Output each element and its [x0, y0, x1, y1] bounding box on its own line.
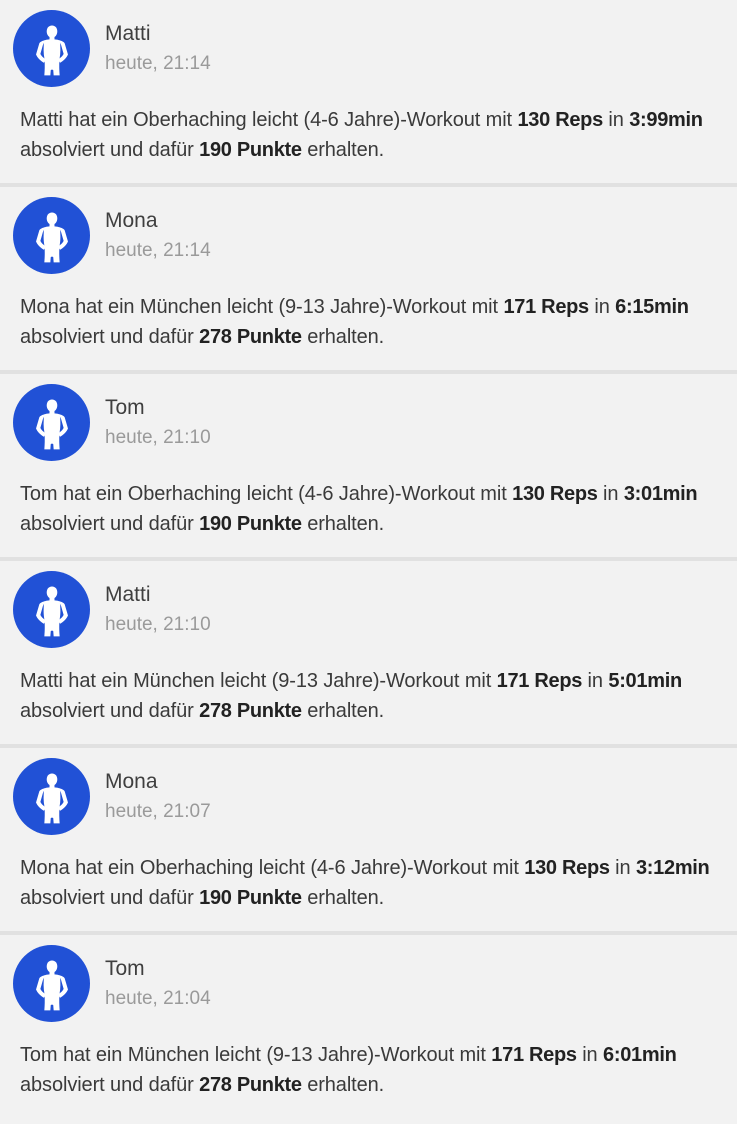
message-segment: in [588, 296, 616, 318]
message-reps: 130 Reps [524, 857, 610, 879]
timestamp: heute, 21:07 [105, 801, 211, 822]
message-segment: Mona hat ein Oberhaching leicht (4-6 Jahre)-Workout mit [20, 857, 525, 879]
user-name: Mona [105, 209, 158, 232]
activity-message [20, 853, 716, 913]
message-segment: erhalten. [301, 887, 385, 909]
message-segment: Matti hat ein München leicht (9-13 Jahre)-Workout mit [20, 670, 497, 692]
message-segment: erhalten. [301, 326, 385, 348]
message-segment: Mona hat ein München leicht (9-13 Jahre)-Workout mit [20, 296, 504, 318]
message-segment: in [576, 1044, 604, 1066]
feed-item-header [13, 758, 716, 835]
message-reps: 130 Reps [512, 483, 598, 505]
message-segment: absolviert und dafür [20, 513, 200, 535]
message-points: 278 Punkte [199, 1074, 302, 1096]
message-reps: 171 Reps [496, 670, 583, 692]
person-icon [31, 959, 73, 1015]
message-segment: Tom hat ein München leicht (9-13 Jahre)-Workout mit [20, 1044, 492, 1066]
feed-item[interactable] [0, 748, 737, 935]
feed-item-header [13, 197, 716, 274]
message-points: 190 Punkte [199, 887, 302, 909]
message-segment: absolviert und dafür [20, 887, 200, 909]
message-segment: in [602, 109, 630, 131]
message-time: 6:01min [603, 1044, 677, 1066]
message-time: 6:15min [615, 296, 689, 318]
message-segment: erhalten. [301, 1074, 385, 1096]
feed-item-meta [105, 396, 211, 449]
message-segment: erhalten. [301, 513, 385, 535]
message-segment: erhalten. [301, 139, 385, 161]
feed-item-header [13, 10, 716, 87]
user-name: Tom [105, 957, 145, 980]
feed-item-meta [105, 209, 211, 262]
person-icon [31, 585, 73, 641]
avatar[interactable] [13, 758, 90, 835]
message-time: 3:12min [635, 857, 710, 879]
feed-item[interactable] [0, 187, 737, 374]
activity-message [20, 666, 716, 726]
message-segment: Tom hat ein Oberhaching leicht (4-6 Jahre)-Workout mit [20, 483, 513, 505]
timestamp: heute, 21:14 [105, 240, 211, 261]
message-segment: absolviert und dafür [20, 139, 200, 161]
feed-item-meta [105, 583, 211, 636]
feed-item[interactable] [0, 0, 737, 187]
message-segment: erhalten. [301, 700, 385, 722]
message-segment: absolviert und dafür [20, 326, 200, 348]
person-icon [31, 211, 73, 267]
avatar[interactable] [13, 384, 90, 461]
avatar[interactable] [13, 945, 90, 1022]
user-name: Mona [105, 770, 158, 793]
feed-item-meta [105, 22, 211, 75]
user-name: Matti [105, 583, 151, 606]
avatar[interactable] [13, 10, 90, 87]
message-points: 278 Punkte [199, 700, 302, 722]
message-points: 190 Punkte [199, 139, 302, 161]
feed-item-header [13, 384, 716, 461]
feed-item[interactable] [0, 374, 737, 561]
activity-message [20, 479, 716, 539]
avatar[interactable] [13, 571, 90, 648]
message-time: 3:99min [629, 109, 703, 131]
message-segment: in [582, 670, 609, 692]
timestamp: heute, 21:10 [105, 614, 211, 635]
message-points: 278 Punkte [199, 326, 302, 348]
avatar[interactable] [13, 197, 90, 274]
message-segment: in [597, 483, 624, 505]
feed-item-header [13, 945, 716, 1022]
person-icon [31, 772, 73, 828]
timestamp: heute, 21:04 [105, 988, 211, 1009]
message-segment: in [609, 857, 636, 879]
feed-item-header [13, 571, 716, 648]
activity-message [20, 105, 716, 165]
message-segment: absolviert und dafür [20, 1074, 200, 1096]
message-points: 190 Punkte [199, 513, 302, 535]
feed-item[interactable] [0, 561, 737, 748]
timestamp: heute, 21:10 [105, 427, 211, 448]
message-reps: 171 Reps [503, 296, 589, 318]
person-icon [31, 24, 73, 80]
person-icon [31, 398, 73, 454]
feed-item-meta [105, 770, 211, 823]
message-reps: 171 Reps [491, 1044, 577, 1066]
message-segment: absolviert und dafür [20, 700, 200, 722]
activity-message [20, 1040, 716, 1100]
message-segment: Matti hat ein Oberhaching leicht (4-6 Jahre)-Workout mit [20, 109, 518, 131]
feed-item[interactable] [0, 935, 737, 1124]
message-time: 3:01min [623, 483, 698, 505]
user-name: Tom [105, 396, 145, 419]
feed-item-meta [105, 957, 211, 1010]
activity-message [20, 292, 716, 352]
user-name: Matti [105, 22, 151, 45]
message-reps: 130 Reps [517, 109, 603, 131]
timestamp: heute, 21:14 [105, 53, 211, 74]
message-time: 5:01min [608, 670, 682, 692]
